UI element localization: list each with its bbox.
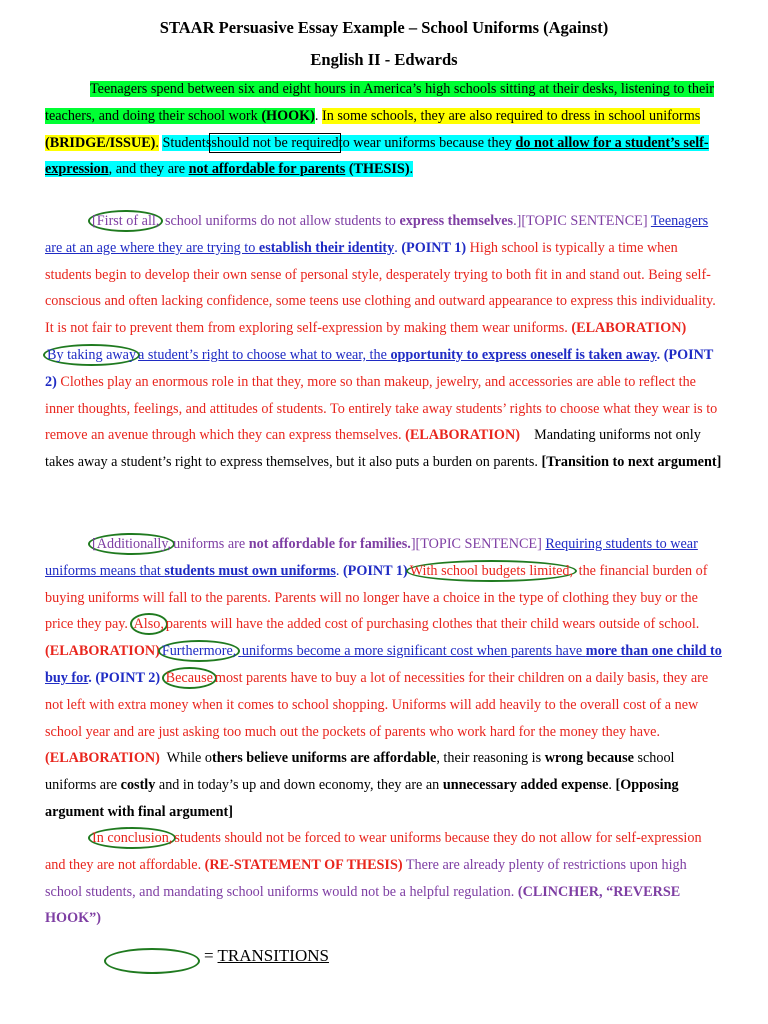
transition-circle: Also,: [130, 613, 168, 635]
elaboration-text: the financial burden of buying uniforms will fall to the parents. Parents will no longer have a choice in the type of clothing they buy or the price they pay.: [45, 562, 708, 633]
document-subtitle: English II - Edwards: [310, 50, 458, 69]
transition-circle: By taking away: [43, 344, 140, 366]
legend-equals: =: [204, 946, 218, 965]
thesis-text: Studentsshould not be requiredto wear uniforms because they do not allow for a student’s self-expression, and they are not affordable for parents (THESIS).: [45, 134, 709, 178]
conclusion-paragraph: [45, 825, 725, 932]
point-tag: (POINT 1): [401, 239, 467, 256]
elaboration-text: Clothes play an enormous role in that they, more so than makeup, jewelry, and accessories are able to reflect the inner thoughts, feelings, and attitudes of students. To entirely take away students’ rights to choose what they wear is to remove an avenue through which they can express themselves.: [45, 373, 718, 444]
point-tag: (POINT 1): [342, 562, 408, 579]
elaboration-tag: (ELABORATION): [405, 427, 520, 444]
body-paragraph-2: [Additionally, uniforms are not affordable for families.][TOPIC SENTENCE] Requiring students to wear uniforms means that students must own uniforms. (POINT 1) With school budgets limited, the financial burden of buying uniforms will fall to the parents. Parents will no longer have a choice in the type of clothing they buy or the price they pay. Also, parents will have the added cost of purchasing clothes that their child wears outside of school. (ELABORATION) Furthermore, uniforms become a more significant cost when parents have more than one child to buy for. (POINT 2) Because most parents have to buy a lot of necessities for their children on a daily basis, they are not left with extra money when it comes to school shopping. Uniforms will add heavily to the overall cost of a new school year and are just asking too much out the pockets of parents who work hard for the money they have. (ELABORATION) While others believe uniforms are affordable, their reasoning is wrong because school uniforms are costly and in today’s up and down economy, they are an unnecessary added expense. [Opposing argument with final argument]: [45, 531, 725, 826]
body-paragraph-1: [First of all, school uniforms do not allow students to express themselves.][TOPIC SENTENCE] Teenagers are at an age where they are trying to establish their identity. (POINT 1) High school is typically a time when students begin to develop their own sense of personal style, desperately trying to both fit in and stand out. Being self-conscious and often lacking confidence, some teens use clothing and outward appearance to express this individuality. It is not fair to prevent them from exploring self-expression by making them wear uniforms. (ELABORATION)By taking away a student’s right to choose what to wear, the opportunity to express oneself is taken away. (POINT 2) Clothes play an enormous role in that they, more so than makeup, jewelry, and accessories are able to reflect the inner thoughts, feelings, and attitudes of students. To entirely take away students’ rights to choose what they wear is to remove an avenue through which they can express themselves. (ELABORATION) Mandating uniforms not only takes away a student’s right to express themselves, but it also puts a burden on parents. [Transition to next argument]: [45, 208, 725, 476]
bridge-text: In some schools, they are also required to dress in school uniforms (BRIDGE/ISSUE).: [45, 107, 701, 151]
point-tag: (POINT 2): [45, 346, 714, 390]
transition-circle: [First of all,: [88, 210, 163, 232]
thesis-reason-1: do not allow for a student’s self-expression: [45, 134, 709, 178]
opposing-argument: While others believe uniforms are affordable, their reasoning is wrong because school uniforms are costly and in today’s up and down economy, they are an unnecessary added expense. [Opposing argument with final argument]: [45, 750, 679, 820]
hook-tag: (HOOK): [261, 107, 315, 124]
thesis-tag: (THESIS): [348, 161, 410, 178]
boxed-phrase: should not be required: [211, 134, 339, 151]
topic-sentence-1: [First of all, school uniforms do not allow students to express themselves.][TOPIC SENTENCE]: [90, 213, 648, 229]
elaboration-text: High school is typically a time when students begin to develop their own sense of personal style, desperately trying to both fit in and stand out. Being self-conscious and often lacking confidence, some teens use clothing and outward appearance to express this individuality. It is not fair to prevent them from exploring self-expression by making them wear uniforms.: [45, 239, 716, 337]
hook-text: Teenagers spend between six and eight hours in America’s high schools sitting at their desks, listening to their teachers, and doing their school work (HOOK): [45, 81, 714, 124]
point-tag: (POINT 2): [95, 669, 161, 686]
elaboration-tag: (ELABORATION): [571, 320, 687, 337]
elaboration-tag: (ELABORATION): [45, 643, 160, 660]
green-oval-icon: [104, 948, 200, 974]
transition-circle: With school budgets limited,: [406, 560, 577, 582]
legend-label: TRANSITIONS: [217, 946, 329, 965]
point-1-text: Teenagers are at an age where they are trying to establish their identity: [45, 213, 709, 256]
opposing-tag: [Opposing argument with final argument]: [45, 777, 679, 820]
topic-sentence-2: [Additionally, uniforms are not affordable for families.][TOPIC SENTENCE]: [90, 536, 542, 552]
restatement-text: students should not be forced to wear uniforms because they do not allow for self-expression and they are not affordable.: [45, 830, 702, 873]
transition-circle: In conclusion,: [88, 827, 176, 849]
document-title: STAAR Persuasive Essay Example – School Uniforms (Against): [159, 18, 609, 37]
transition-circle: Furthermore,: [158, 640, 240, 662]
clincher-tag: (CLINCHER, “REVERSE HOOK”): [45, 883, 681, 927]
elaboration-tag: (ELABORATION): [45, 750, 160, 767]
point-1-text: Requiring students to wear uniforms means that students must own uniforms: [45, 536, 698, 579]
intro-paragraph: Teenagers spend between six and eight hours in America’s high schools sitting at their desks, listening to their teachers, and doing their school work (HOOK). In some schools, they are also required to dress in school uniforms (BRIDGE/ISSUE). Studentsshould not be requiredto wear uniforms because they do not allow for a student’s self-expression, and they are not affordable for parents (THESIS).: [45, 81, 714, 178]
bridge-tag: (BRIDGE/ISSUE): [45, 134, 156, 151]
transition-tag: [Transition to next argument]: [541, 454, 722, 471]
restatement-tag: (RE-STATEMENT OF THESIS): [204, 856, 403, 873]
clincher-text: There are already plenty of restrictions upon high school students, and mandating school uniforms would not be a helpful regulation.: [45, 856, 687, 900]
thesis-reason-2: not affordable for parents: [188, 161, 346, 178]
transition-circle: Because: [162, 667, 217, 689]
transition-sentence: Mandating uniforms not only takes away a student’s right to express themselves, but it also puts a burden on parents.: [45, 427, 701, 471]
transition-circle: [Additionally,: [88, 533, 175, 555]
